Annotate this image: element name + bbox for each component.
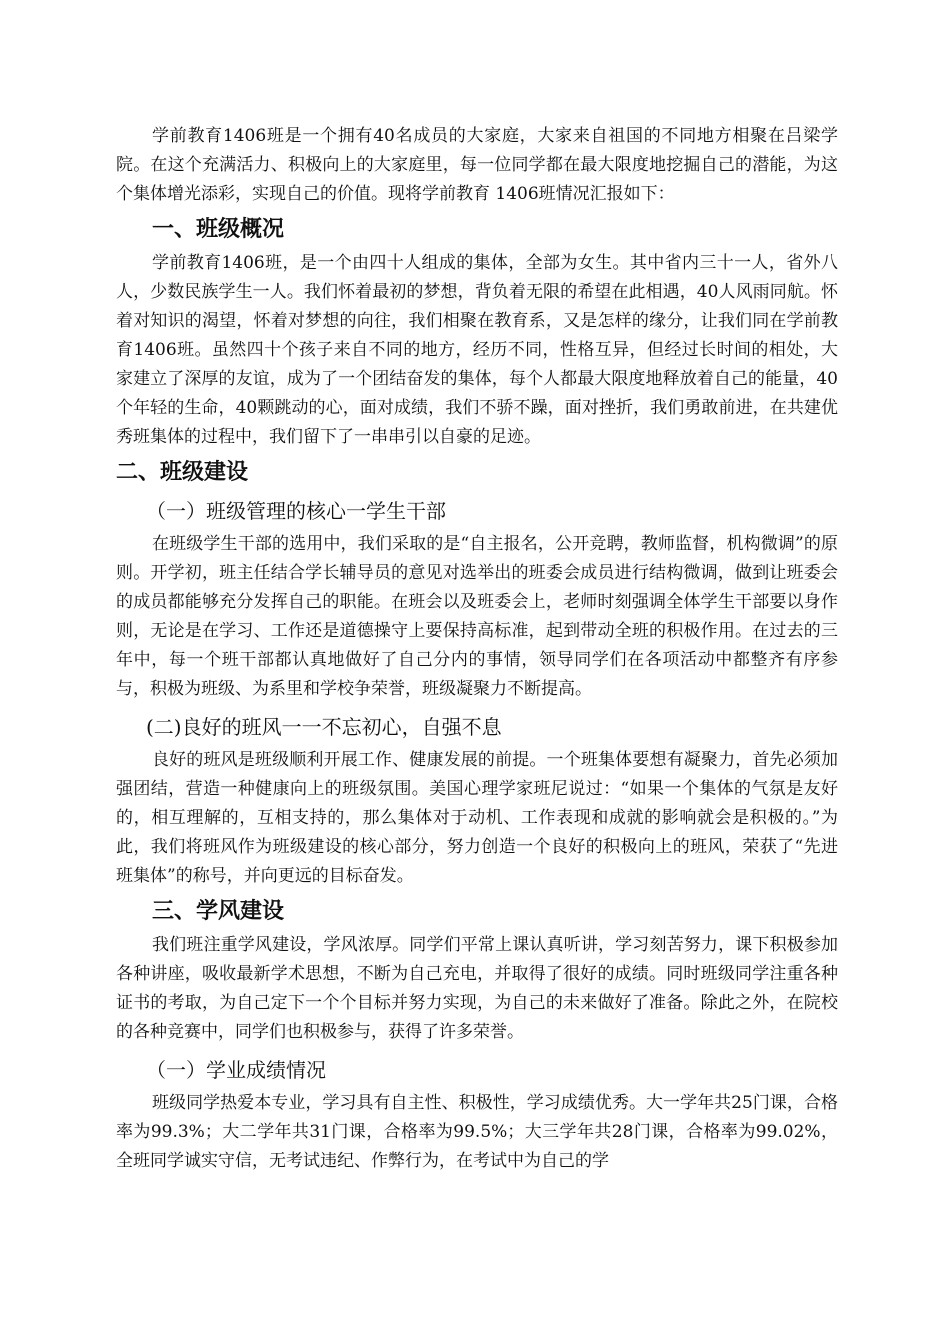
academic-results-paragraph: 班级同学热爱本专业，学习具有自主性、积极性，学习成绩优秀。大一学年共25门课，合格率为99.3%；大二学年共31门课，合格率为99.5%；大三学年共28门课，合格率为99.02%，全班同学诚实守信，无考试违纪、作弊行为，在考试中为自己的学 [116, 1093, 838, 1171]
class-spirit-paragraph: 良好的班风是班级顺利开展工作、健康发展的前提。一个班集体要想有凝聚力，首先必须加强团结，营造一种健康向上的班级氛围。美国心理学家班尼说过：“如果一个集体的气氛是友好的，相互理解的，互相支持的，那么集体对于动机、工作表现和成就的影响就会是积极的。”为此，我们将班风作为班级建设的核心部分，努力创造一个良好的积极向上的班风，荣获了“先进班集体”的称号，并向更远的目标奋发。 [116, 750, 838, 886]
section-heading-study-style: 三、学风建设 [152, 899, 285, 924]
student-cadres-paragraph: 在班级学生干部的选用中，我们采取的是“自主报名，公开竞聘，教师监督，机构微调”的原则。开学初，班主任结合学长辅导员的意见对选举出的班委会成员进行结构微调，做到让班委会的成员都能够充分发挥自己的职能。在班会以及班委会上，老师时刻强调全体学生干部要以身作则，无论是在学习、工作还是道德操守上要保持高标准，起到带动全班的积极作用。在过去的三年中，每一个班干部都认真地做好了自己分内的事情，领导同学们在各项活动中都整齐有序参与，积极为班级、为系里和学校争荣誉，班级凝聚力不断提高。 [116, 534, 838, 699]
subheading-class-spirit: (二)良好的班风一一不忘初心，自强不息 [146, 715, 502, 739]
subheading-academic-results: （一）学业成绩情况 [146, 1058, 326, 1082]
intro-paragraph: 学前教育1406班是一个拥有40名成员的大家庭，大家来自祖国的不同地方相聚在吕梁学院。在这个充满活力、积极向上的大家庭里，每一位同学都在最大限度地挖掘自己的潜能，为这个集体增光添彩，实现自己的价值。现将学前教育 1406班情况汇报如下： [116, 126, 838, 204]
section-heading-class-building: 二、班级建设 [116, 460, 249, 485]
section-heading-overview: 一、班级概况 [152, 217, 285, 242]
study-style-paragraph: 我们班注重学风建设，学风浓厚。同学们平常上课认真听讲，学习刻苦努力，课下积极参加各种讲座，吸收最新学术思想，不断为自己充电，并取得了很好的成绩。同时班级同学注重各种证书的考取，为自己定下一个个目标并努力实现，为自己的未来做好了准备。除此之外，在院校的各种竞赛中，同学们也积极参与，获得了许多荣誉。 [116, 935, 838, 1042]
subheading-student-cadres: （一）班级管理的核心一学生干部 [146, 499, 446, 523]
overview-paragraph: 学前教育1406班，是一个由四十人组成的集体，全部为女生。其中省内三十一人，省外八人，少数民族学生一人。我们怀着最初的梦想，背负着无限的希望在此相遇，40人风雨同航。怀着对知识的渴望，怀着对梦想的向往，我们相聚在教育系，又是怎样的缘分，让我们同在学前教育1406班。虽然四十个孩子来自不同的地方，经历不同，性格互异，但经过长时间的相处，大家建立了深厚的友谊，成为了一个团结奋发的集体，每个人都最大限度地释放着自己的能量，40个年轻的生命，40颗跳动的心，面对成绩，我们不骄不躁，面对挫折，我们勇敢前进，在共建优秀班集体的过程中，我们留下了一串串引以自豪的足迹。 [116, 253, 838, 447]
document-page [116, 122, 838, 1176]
